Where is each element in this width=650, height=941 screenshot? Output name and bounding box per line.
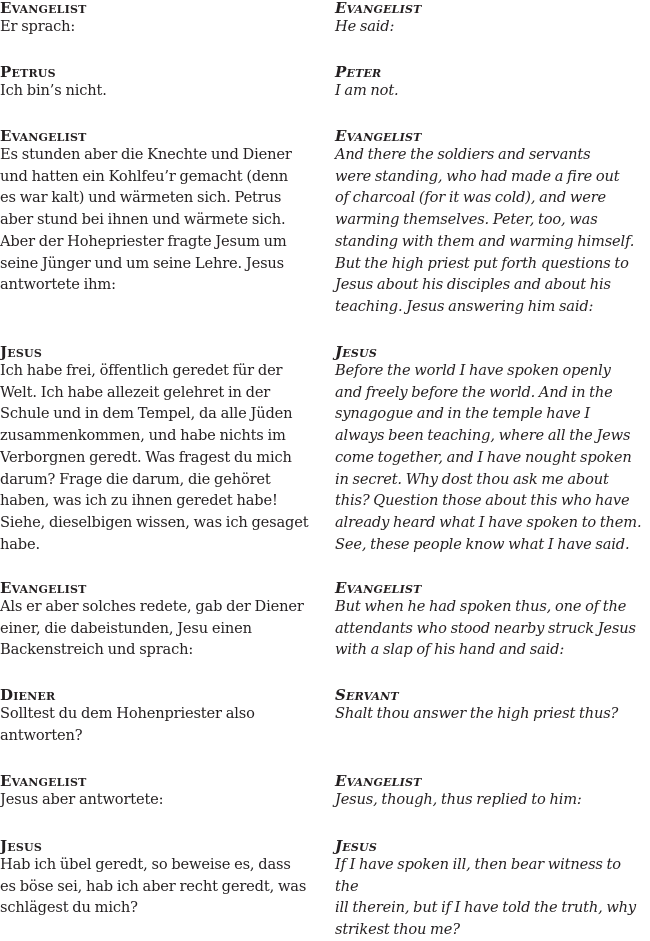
speaker-name: Evangelist — [0, 0, 87, 17]
speaker-name: Diener — [0, 686, 56, 704]
speaker-name: Jesus — [0, 343, 42, 361]
english-passage — [335, 344, 647, 555]
passage-text: Ich habe frei, öffentlich geredet für der Welt. Ich habe allezeit gelehret in der Schule und in dem Tempel, da alle Jüden zusammenkommen, und habe nichts im Verborgnen geredt. Was fragest du mich darum? Frage die darum, die gehöret haben, was ich zu ihnen geredet habe! Siehe, dieselbigen wissen, was ich gesaget habe. — [0, 362, 309, 553]
english-passage — [335, 580, 647, 661]
speaker-name: Jesus — [335, 343, 377, 361]
passage-text: And there the soldiers and servants were standing, who had made a fire out of charcoal (for it was cold), and were warming themselves. Peter, too, was standing with them and warming himself. But the high priest put forth questions to Jesus about his disciples and about his teaching. Jesus answering him said: — [335, 146, 635, 315]
german-passage — [0, 344, 322, 555]
passage-text: I am not. — [335, 82, 399, 99]
passage-text: But when he had spoken thus, one of the attendants who stood nearby struck Jesus with a slap of his hand and said: — [335, 598, 636, 659]
german-passage — [0, 838, 322, 919]
speaker-name: Evangelist — [0, 579, 87, 597]
english-passage — [335, 0, 647, 38]
passage-text: Hab ich übel geredt, so beweise es, dass es böse sei, hab ich aber recht geredt, was schlägest du mich? — [0, 856, 307, 917]
passage-text: He said: — [335, 18, 395, 35]
speaker-name: Peter — [335, 63, 382, 81]
german-passage — [0, 580, 322, 661]
english-passage — [335, 128, 647, 318]
passage-text: If I have spoken ill, then bear witness to the ill therein, but if I have told the truth, why strikest thou me? — [335, 856, 637, 939]
german-passage — [0, 773, 322, 811]
passage-text: Als er aber solches redete, gab der Diener einer, die dabeistunden, Jesu einen Backenstreich und sprach: — [0, 598, 304, 659]
speaker-name: Evangelist — [0, 772, 87, 790]
english-passage — [335, 687, 647, 725]
passage-text: Before the world I have spoken openly and freely before the world. And in the synagogue and in the temple have I always been teaching, where all the Jews come together, and I have nought spoken in secret. Why dost thou ask me about this? Question those about this who have already heard what I have spoken to them. See, these people know what I have said. — [335, 362, 642, 553]
speaker-name: Petrus — [0, 63, 56, 81]
passage-text: Jesus aber antwortete: — [0, 791, 164, 808]
english-passage — [335, 64, 647, 102]
passage-text: Er sprach: — [0, 18, 76, 35]
speaker-name: Evangelist — [335, 579, 422, 597]
passage-text: Ich bin’s nicht. — [0, 82, 107, 99]
passage-text: Shalt thou answer the high priest thus? — [335, 705, 619, 722]
english-passage — [335, 773, 647, 811]
speaker-name: Jesus — [0, 837, 42, 855]
speaker-name: Servant — [335, 686, 399, 704]
speaker-name: Evangelist — [335, 772, 422, 790]
speaker-name: Evangelist — [0, 127, 87, 145]
english-passage — [335, 838, 647, 941]
german-passage — [0, 0, 322, 38]
german-passage — [0, 687, 322, 746]
german-passage — [0, 128, 322, 296]
passage-text: Es stunden aber die Knechte und Diener und hatten ein Kohlfeu’r gemacht (denn es war kalt) und wärmeten sich. Petrus aber stund bei ihnen und wärmete sich. Aber der Hohepriester fragte Jesum um seine Jünger und um seine Lehre. Jesus antwortete ihm: — [0, 146, 292, 294]
speaker-name: Evangelist — [335, 127, 422, 145]
passage-text: Jesus, though, thus replied to him: — [335, 791, 582, 808]
passage-text: Solltest du dem Hohenpriester also antworten? — [0, 705, 255, 744]
speaker-name: Evangelist — [335, 0, 422, 17]
german-passage — [0, 64, 322, 102]
speaker-name: Jesus — [335, 837, 377, 855]
